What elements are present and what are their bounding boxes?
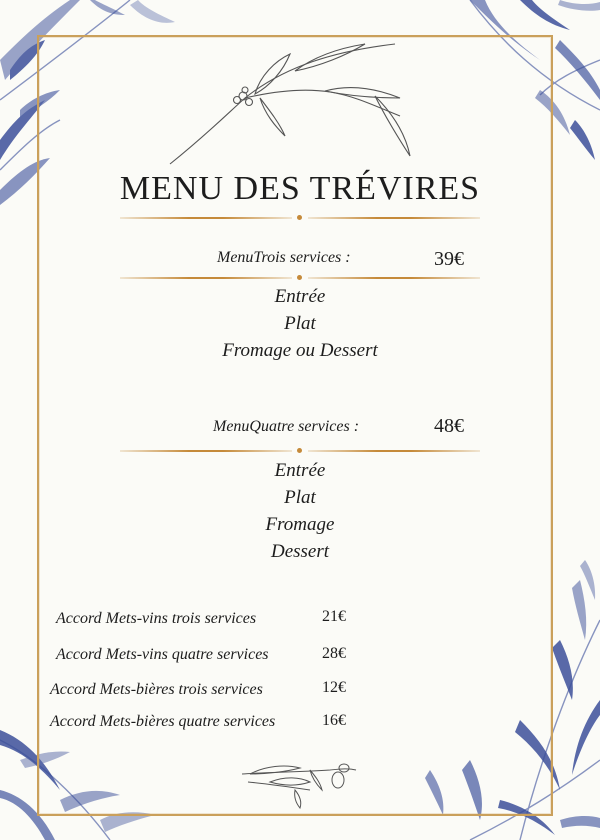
pairing-label: Accord Mets-bières trois services bbox=[50, 681, 263, 698]
pairing-price: 21€ bbox=[322, 608, 346, 625]
menu-quatre-label: MenuQuatre services : bbox=[213, 418, 360, 435]
menu-trois-price: 39€ bbox=[434, 248, 464, 270]
pairing-price: 12€ bbox=[322, 679, 346, 696]
menu-quatre-course: Fromage bbox=[265, 514, 335, 535]
menu-trois-divider bbox=[120, 273, 480, 283]
menu-quatre-course: Plat bbox=[284, 487, 316, 508]
pairing-label: Accord Mets-bières quatre services bbox=[50, 713, 276, 730]
menu-trois-label: MenuTrois services : bbox=[217, 249, 351, 266]
menu-trois-course: Fromage ou Dessert bbox=[222, 340, 378, 361]
pairing-price: 16€ bbox=[322, 712, 346, 729]
pairing-label: Accord Mets-vins trois services bbox=[56, 610, 257, 627]
menu-quatre-divider bbox=[120, 446, 480, 456]
menu-quatre-course: Entrée bbox=[274, 460, 326, 481]
menu-quatre-course: Dessert bbox=[270, 541, 330, 562]
menu-trois-course: Entrée bbox=[274, 286, 326, 307]
menu-title: MENU DES TRÉVIRES bbox=[119, 170, 481, 207]
menu-quatre-price: 48€ bbox=[434, 415, 464, 437]
pairing-price: 28€ bbox=[322, 645, 346, 662]
menu-trois-course: Plat bbox=[284, 313, 316, 334]
pairing-label: Accord Mets-vins quatre services bbox=[56, 646, 269, 663]
title-divider bbox=[120, 213, 480, 223]
